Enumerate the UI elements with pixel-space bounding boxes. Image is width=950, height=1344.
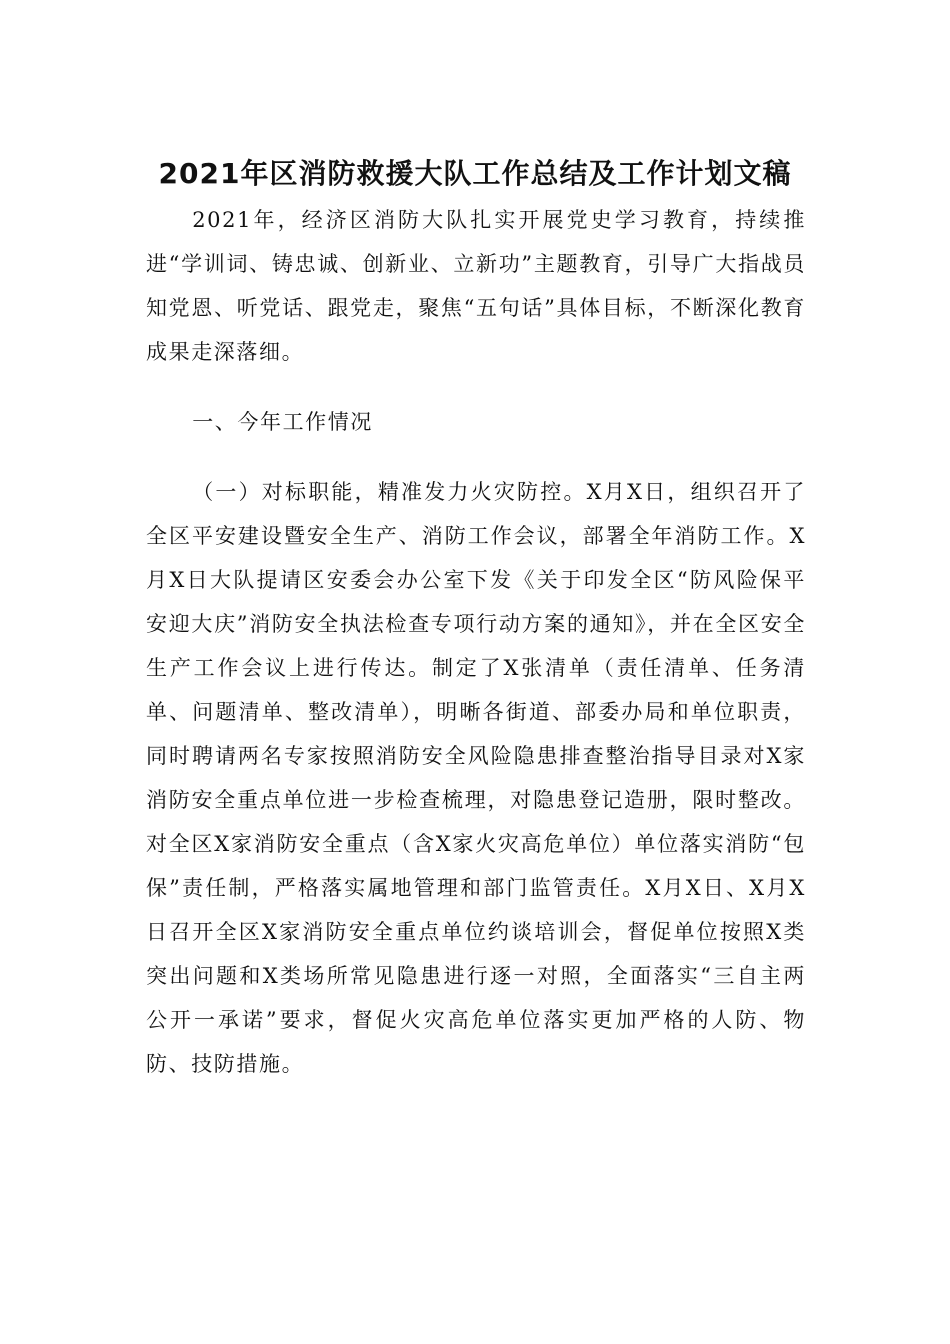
section-heading: 一、今年工作情况 [192,410,373,434]
intro-paragraph: 2021年，经济区消防大队扎实开展党史学习教育，持续推进“学训词、铸忠诚、创新业、立新功”主题教育，引导广大指战员知党恩、听党话、跟党走，聚焦“五句话”具体目标，不断深化教育成果走深落细。 [146,208,806,364]
document-title: 2021年区消防救援大队工作总结及工作计划文稿 [158,157,792,190]
body-paragraph: （一）对标职能，精准发力火灾防控。X月X日，组织召开了全区平安建设暨安全生产、消防工作会议，部署全年消防工作。X月X日大队提请区安委会办公室下发《关于印发全区“防风险保平安迎大庆”消防安全执法检查专项行动方案的通知》，并在全区安全生产工作会议上进行传达。制定了X张清单（责任清单、任务清单、问题清单、整改清单），明晰各街道、部委办局和单位职责，同时聘请两名专家按照消防安全风险隐患排查整治指导目录对X家消防安全重点单位进一步检查梳理，对隐患登记造册，限时整改。对全区X家消防安全重点（含X家火灾高危单位）单位落实消防“包保”责任制，严格落实属地管理和部门监管责任。X月X日、X月X日召开全区X家消防安全重点单位约谈培训会，督促单位按照X类突出问题和X类场所常见隐患进行逐一对照，全面落实“三自主两公开一承诺”要求，督促火灾高危单位落实更加严格的人防、物防、技防措施。 [146,480,806,1076]
document-body [146,198,806,1086]
